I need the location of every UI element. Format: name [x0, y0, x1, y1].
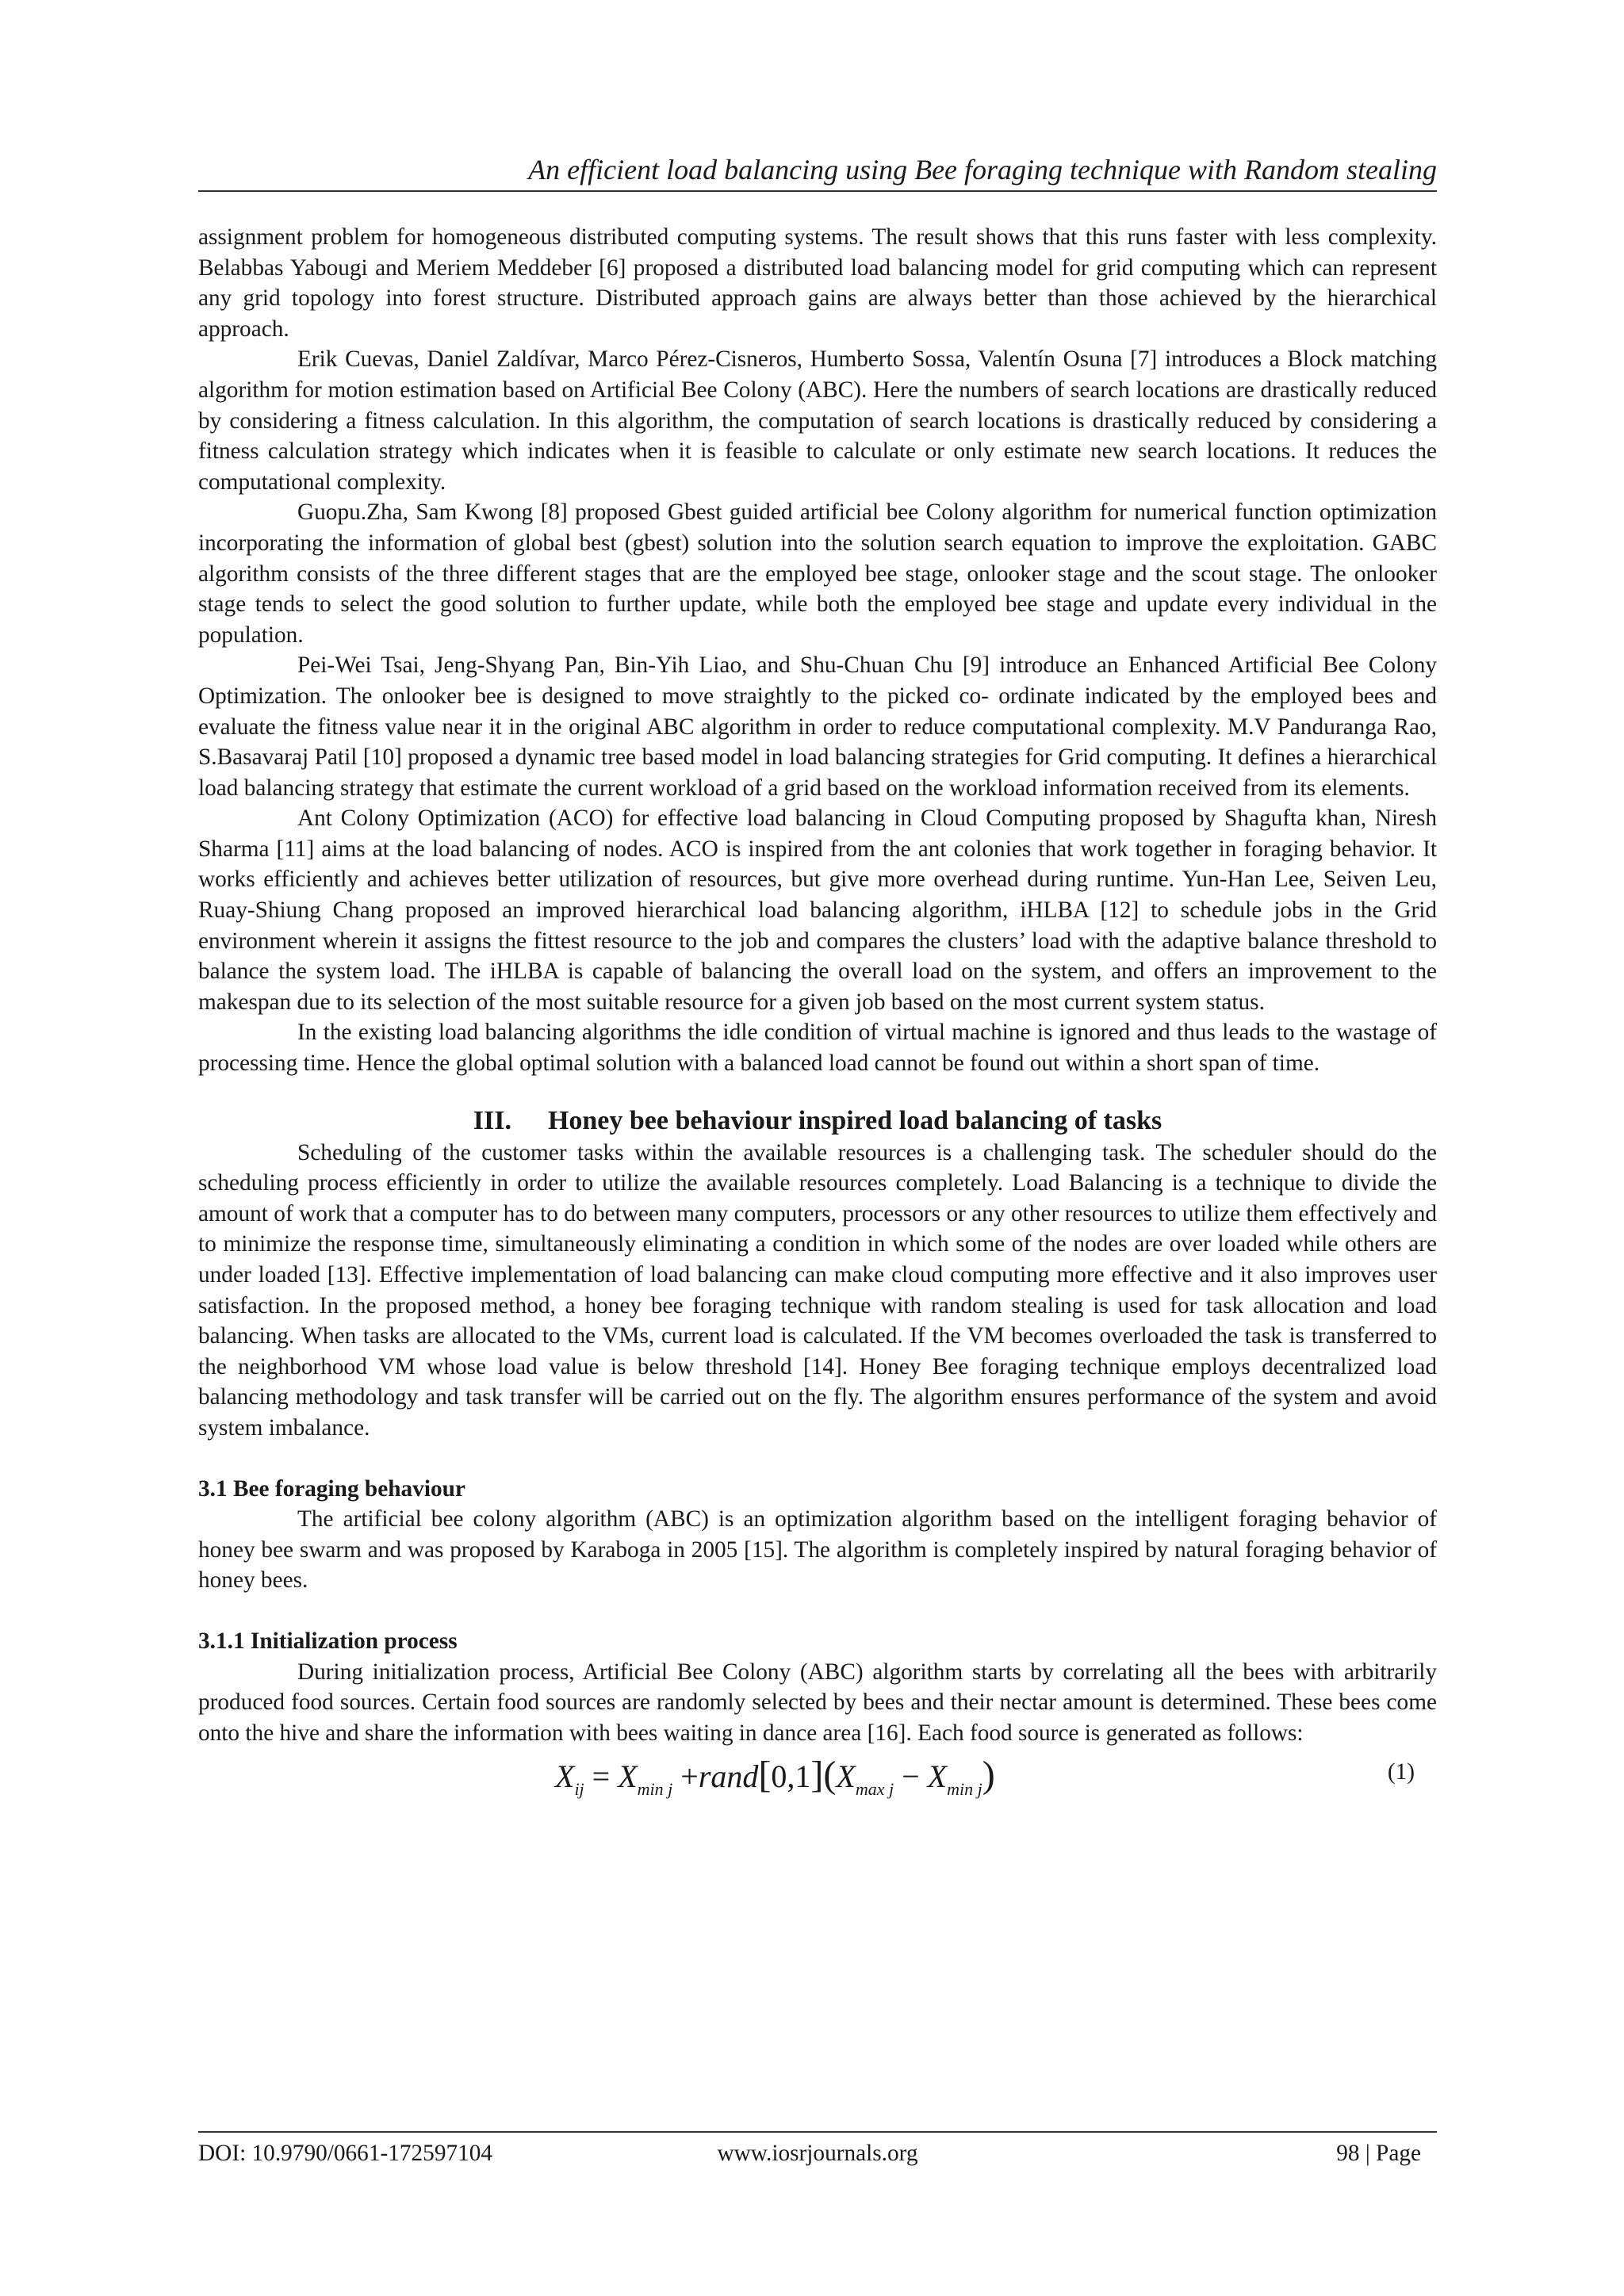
eq-t2-var: X: [836, 1758, 856, 1795]
paragraph-guopu: Guopu.Zha, Sam Kwong [8] proposed Gbest guided artificial bee Colony algorithm for numerical function optimization incorporating the information of global best (gbest) solution into the solution search equation to improve the exploitation. GABC algorithm consists of the three different stages that are the employed bee stage, onlooker stage and the scout stage. The onlooker stage tends to select the good solution to further update, while both the employed bee stage and update every individual in the population.: [198, 499, 1437, 648]
eq-paren-open: (: [823, 1754, 837, 1797]
eq-lhs-var: X: [555, 1758, 575, 1795]
paragraph-aco: Ant Colony Optimization (ACO) for effective load balancing in Cloud Computing proposed by Shagufta khan, Niresh Sharma [11] aims at the load balancing of nodes. ACO is inspired from the ant colonies that work together in foraging behavior. It works efficiently and achieves better utilization of resources, but give more overhead during runtime. Yun-Han Lee, Seiven Leu, Ruay-Shiung Chang proposed an improved hierarchical load balancing algorithm, iHLBA [12] to schedule jobs in the Grid environment wherein it assigns the fittest resource to the job and compares the clusters’ load with the adaptive balance threshold to balance the system load. The iHLBA is capable of balancing the overall load on the system, and offers an improvement to the makespan due to its selection of the most suitable resource for a given job based on the most current system status.: [198, 806, 1437, 1015]
section-3-1-paragraph: The artificial bee colony algorithm (ABC) is an optimization algorithm based on the intelligent foraging behavior of honey bee swarm and was proposed by Karaboga in 2005 [15]. The algorithm is completely inspired by natural foraging behavior of honey bees.: [198, 1506, 1437, 1594]
eq-t2-sub: max j: [855, 1779, 894, 1800]
footer-rule: [198, 2131, 1437, 2133]
eq-t3-sub: min j: [947, 1779, 982, 1800]
eq-minus: −: [902, 1758, 920, 1795]
body-text: [198, 222, 1437, 1800]
page-footer: [198, 2137, 1437, 2169]
eq-t1-var: X: [618, 1758, 638, 1795]
equation-1: [198, 1751, 1437, 1800]
eq-func: rand: [698, 1758, 759, 1795]
footer-website: www.iosrjournals.org: [717, 2141, 918, 2166]
eq-t1-sub: min j: [637, 1779, 673, 1800]
paragraph-existing: In the existing load balancing algorithms the idle condition of virtual machine is ignored and thus leads to the wastage of processing time. Hence the global optimal solution with a balanced load cannot be found out within a short span of time.: [198, 1020, 1437, 1077]
equation-number: (1): [1387, 1759, 1415, 1785]
paragraph-tsai: Pei-Wei Tsai, Jeng-Shyang Pan, Bin-Yih Liao, and Shu-Chuan Chu [9] introduce an Enhanced Artificial Bee Colony Optimization. The onlooker bee is designed to move straightly to the picked co- ordinate indicated by the employed bees and evaluate the fitness value near it in the original ABC algorithm in order to reduce computational complexity. M.V Panduranga Rao, S.Basavaraj Patil [10] proposed a dynamic tree based model in load balancing strategies for Grid computing. It defines a hierarchical load balancing strategy that estimate the current workload of a grid based on the workload information received from its elements.: [198, 652, 1437, 801]
eq-bracket-close: ]: [810, 1754, 824, 1797]
eq-lhs-sub: ij: [574, 1779, 584, 1800]
section-3-heading: [198, 1104, 1437, 1138]
section-3-1-1-paragraph: During initialization process, Artificial Bee Colony (ABC) algorithm starts by correlating all the bees with arbitrarily produced food sources. Certain food sources are randomly selected by bees and their nectar amount is determined. These bees come onto the hive and share the information with bees waiting in dance area [16]. Each food source is generated as follows:: [198, 1659, 1437, 1746]
eq-paren-close: ): [982, 1754, 995, 1797]
section-3-1-heading: 3.1 Bee foraging behaviour: [198, 1475, 465, 1502]
eq-t3-var: X: [927, 1758, 948, 1795]
footer-page-number: 98 | Page: [1336, 2141, 1421, 2166]
paper-page: [198, 0, 1437, 2296]
equation-body: [555, 1751, 995, 1813]
header-rule: [198, 190, 1437, 192]
section-3-title: Honey bee behaviour inspired load balancing of tasks: [547, 1105, 1162, 1135]
running-header-title: An efficient load balancing using Bee foraging technique with Random stealing: [528, 154, 1437, 186]
section-3-1-1-heading: 3.1.1 Initialization process: [198, 1628, 458, 1654]
eq-plus: +: [680, 1758, 699, 1795]
eq-interval: 0,1: [771, 1758, 811, 1795]
footer-doi: DOI: 10.9790/0661-172597104: [198, 2141, 493, 2166]
eq-bracket-open: [: [758, 1754, 772, 1797]
section-3-number: III.: [473, 1105, 511, 1135]
eq-equals: =: [592, 1758, 611, 1795]
paragraph-continued: assignment problem for homogeneous distributed computing systems. The result shows that this runs faster with less complexity. Belabbas Yabougi and Meriem Meddeber [6] proposed a distributed load balancing model for grid computing which can represent any grid topology into forest structure. Distributed approach gains are always better than those achieved by the hierarchical approach.: [198, 224, 1437, 342]
section-3-paragraph: Scheduling of the customer tasks within the available resources is a challenging task. The scheduler should do the scheduling process efficiently in order to utilize the available resources completely. Load Balancing is a technique to divide the amount of work that a computer has to do between many computers, processors or any other resources to utilize them effectively and to minimize the response time, simultaneously eliminating a condition in which some of the nodes are over loaded while others are under loaded [13]. Effective implementation of load balancing can make cloud computing more effective and it also improves user satisfaction. In the proposed method, a honey bee foraging technique with random stealing is used for task allocation and load balancing. When tasks are allocated to the VMs, current load is calculated. If the VM becomes overloaded the task is transferred to the neighborhood VM whose load value is below threshold [14]. Honey Bee foraging technique employs decentralized load balancing methodology and task transfer will be carried out on the fly. The algorithm ensures performance of the system and avoid system imbalance.: [198, 1139, 1437, 1441]
paragraph-cuevas: Erik Cuevas, Daniel Zaldívar, Marco Pérez-Cisneros, Humberto Sossa, Valentín Osuna [7] introduces a Block matching algorithm for motion estimation based on Artificial Bee Colony (ABC). Here the numbers of search locations are drastically reduced by considering a fitness calculation. In this algorithm, the computation of search locations is drastically reduced by considering a fitness calculation strategy which indicates when it is feasible to calculate or only estimate new search locations. It reduces the computational complexity.: [198, 346, 1437, 495]
